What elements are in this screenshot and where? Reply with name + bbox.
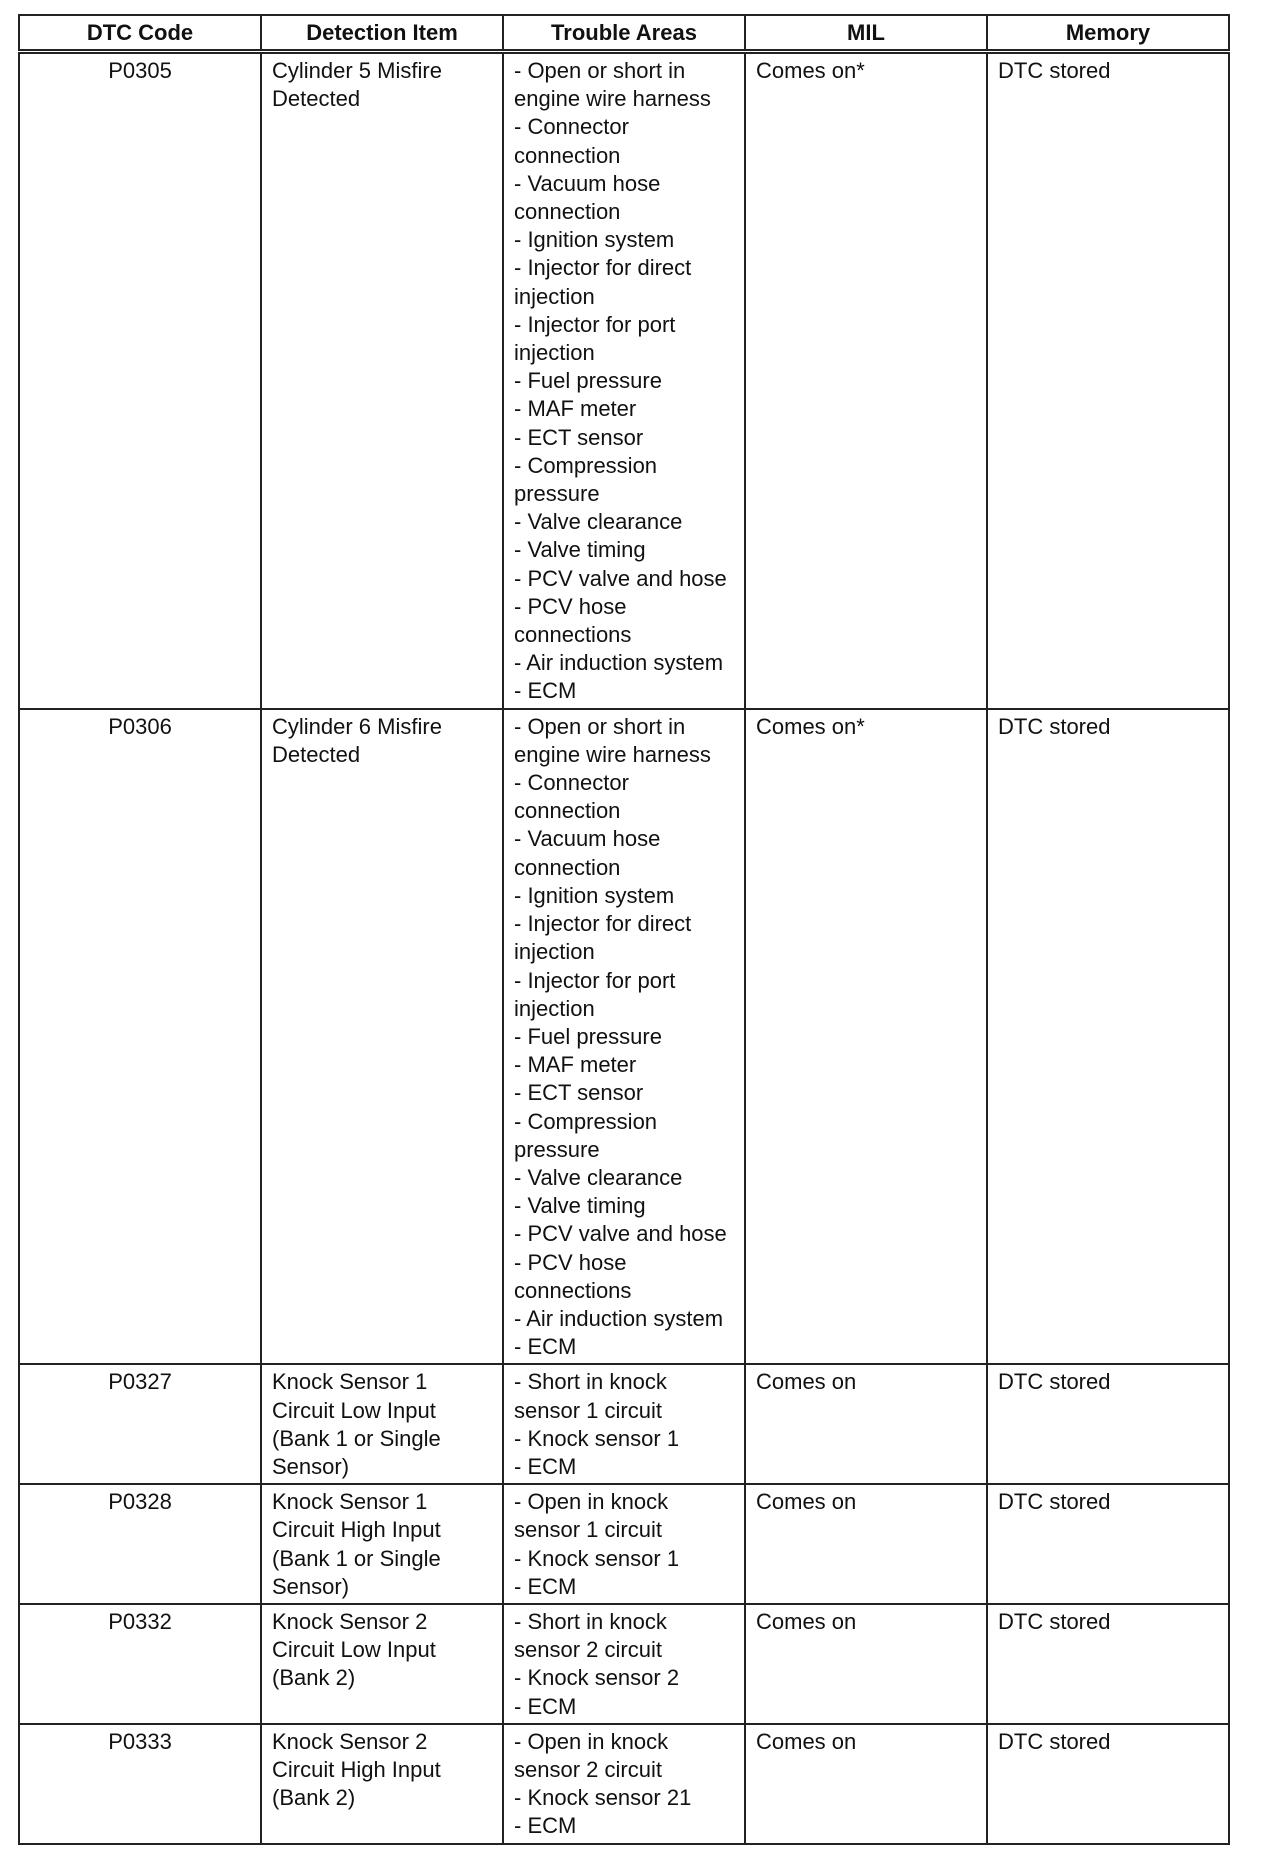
trouble-area-line: - Valve clearance <box>514 1164 683 1190</box>
detection-item-line: Knock Sensor 2 <box>272 1728 428 1754</box>
trouble-areas-cell <box>503 52 745 709</box>
trouble-area-line: - Short in knock <box>514 1369 667 1395</box>
trouble-area-line: - ECM <box>514 1334 577 1360</box>
detection-item-cell <box>261 1364 503 1484</box>
memory-cell: DTC stored <box>987 52 1229 709</box>
trouble-area-line: - Air induction system <box>514 1305 724 1331</box>
trouble-area-line: - Injector for port <box>514 311 676 337</box>
table-row <box>19 52 1229 709</box>
trouble-area-line: connection <box>514 798 621 824</box>
dtc-code-cell: P0333 <box>19 1724 261 1844</box>
trouble-areas-cell <box>503 1484 745 1604</box>
detection-item-cell <box>261 1604 503 1724</box>
memory-cell: DTC stored <box>987 1604 1229 1724</box>
trouble-area-line: - Open in knock <box>514 1489 669 1515</box>
detection-item-line: Circuit High Input <box>272 1517 441 1543</box>
trouble-area-line: - MAF meter <box>514 1052 637 1078</box>
detection-item-line: Cylinder 6 Misfire <box>272 713 442 739</box>
detection-item-cell <box>261 1484 503 1604</box>
trouble-area-line: - Air induction system <box>514 650 724 676</box>
trouble-area-line: pressure <box>514 481 600 507</box>
trouble-area-line: - Open or short in <box>514 58 686 83</box>
memory-cell: DTC stored <box>987 1484 1229 1604</box>
trouble-area-line: - Valve clearance <box>514 509 683 535</box>
trouble-area-line: sensor 1 circuit <box>514 1517 662 1543</box>
mil-cell: Comes on <box>745 1484 987 1604</box>
trouble-area-line: connections <box>514 1277 632 1303</box>
detection-item-line: Cylinder 5 Misfire <box>272 58 442 83</box>
column-header-trouble-areas: Trouble Areas <box>503 15 745 52</box>
trouble-area-line: - ECT sensor <box>514 424 644 450</box>
detection-item-line: Circuit Low Input <box>272 1637 436 1663</box>
trouble-area-line: - Knock sensor 21 <box>514 1785 692 1811</box>
detection-item-line: (Bank 2) <box>272 1785 356 1811</box>
trouble-areas-cell <box>503 1604 745 1724</box>
column-header-memory: Memory <box>987 15 1229 52</box>
trouble-area-line: sensor 1 circuit <box>514 1397 662 1423</box>
trouble-areas-cell <box>503 1364 745 1484</box>
trouble-area-line: - ECT sensor <box>514 1080 644 1106</box>
trouble-area-line: connection <box>514 142 621 168</box>
trouble-area-line: - PCV valve and hose <box>514 1221 727 1247</box>
detection-item-line: Circuit High Input <box>272 1756 441 1782</box>
trouble-area-line: - ECM <box>514 678 577 704</box>
trouble-area-line: injection <box>514 939 595 965</box>
trouble-area-line: connection <box>514 199 621 225</box>
dtc-table <box>18 14 1230 1845</box>
trouble-areas-cell <box>503 1724 745 1844</box>
mil-cell: Comes on* <box>745 709 987 1365</box>
trouble-area-line: connection <box>514 854 621 880</box>
detection-item-line: (Bank 2) <box>272 1665 356 1691</box>
detection-item-line: Detected <box>272 86 361 112</box>
trouble-area-line: engine wire harness <box>514 741 711 767</box>
trouble-area-line: - Connector <box>514 114 629 140</box>
trouble-area-line: - Vacuum hose <box>514 826 661 852</box>
trouble-area-line: injection <box>514 995 595 1021</box>
table-row <box>19 1484 1229 1604</box>
trouble-area-line: - Injector for port <box>514 967 676 993</box>
detection-item-line: Knock Sensor 1 <box>272 1489 428 1515</box>
detection-item-line: (Bank 1 or Single <box>272 1545 441 1571</box>
table-row <box>19 1724 1229 1844</box>
mil-cell: Comes on <box>745 1364 987 1484</box>
table-row <box>19 709 1229 1365</box>
detection-item-cell <box>261 52 503 709</box>
trouble-areas-cell <box>503 709 745 1365</box>
memory-cell: DTC stored <box>987 1364 1229 1484</box>
trouble-area-line: - Compression <box>514 1108 658 1134</box>
document-page <box>18 14 1228 1845</box>
detection-item-cell <box>261 1724 503 1844</box>
trouble-area-line: - Ignition system <box>514 882 675 908</box>
detection-item-line: (Bank 1 or Single <box>272 1425 441 1451</box>
trouble-area-line: engine wire harness <box>514 86 711 112</box>
column-header-dtc-code: DTC Code <box>19 15 261 52</box>
trouble-area-line: pressure <box>514 1136 600 1162</box>
mil-cell: Comes on <box>745 1724 987 1844</box>
column-header-detection-item: Detection Item <box>261 15 503 52</box>
memory-cell: DTC stored <box>987 1724 1229 1844</box>
mil-cell: Comes on <box>745 1604 987 1724</box>
trouble-area-line: - Open in knock <box>514 1728 669 1754</box>
trouble-area-line: - Ignition system <box>514 227 675 253</box>
dtc-code-cell: P0332 <box>19 1604 261 1724</box>
trouble-area-line: - Injector for direct <box>514 911 692 937</box>
dtc-code-cell: P0328 <box>19 1484 261 1604</box>
trouble-area-line: injection <box>514 283 595 309</box>
trouble-area-line: - Fuel pressure <box>514 1023 662 1049</box>
trouble-area-line: - Connector <box>514 770 629 796</box>
trouble-area-line: - ECM <box>514 1453 577 1479</box>
trouble-area-line: - Compression <box>514 452 658 478</box>
trouble-area-line: sensor 2 circuit <box>514 1637 662 1663</box>
dtc-code-cell: P0306 <box>19 709 261 1365</box>
trouble-area-line: - ECM <box>514 1813 577 1839</box>
trouble-area-line: - PCV hose <box>514 1249 627 1275</box>
mil-cell: Comes on* <box>745 52 987 709</box>
trouble-area-line: - Knock sensor 1 <box>514 1425 680 1451</box>
trouble-area-line: - Valve timing <box>514 1193 646 1219</box>
column-header-mil: MIL <box>745 15 987 52</box>
trouble-area-line: - ECM <box>514 1693 577 1719</box>
table-header-row <box>19 15 1229 52</box>
detection-item-cell <box>261 709 503 1365</box>
trouble-area-line: - PCV hose <box>514 593 627 619</box>
trouble-area-line: - MAF meter <box>514 396 637 422</box>
trouble-area-line: - PCV valve and hose <box>514 565 727 591</box>
dtc-code-cell: P0327 <box>19 1364 261 1484</box>
trouble-area-line: - Valve timing <box>514 537 646 563</box>
trouble-area-line: - Injector for direct <box>514 255 692 281</box>
trouble-area-line: sensor 2 circuit <box>514 1756 662 1782</box>
memory-cell: DTC stored <box>987 709 1229 1365</box>
detection-item-line: Sensor) <box>272 1453 350 1479</box>
table-row <box>19 1604 1229 1724</box>
trouble-area-line: connections <box>514 622 632 648</box>
trouble-area-line: - Knock sensor 2 <box>514 1665 680 1691</box>
trouble-area-line: - Short in knock <box>514 1608 667 1634</box>
detection-item-line: Knock Sensor 1 <box>272 1369 428 1395</box>
detection-item-line: Knock Sensor 2 <box>272 1608 428 1634</box>
table-row <box>19 1364 1229 1484</box>
trouble-area-line: - Fuel pressure <box>514 368 662 394</box>
trouble-area-line: - Open or short in <box>514 713 686 739</box>
trouble-area-line: - Knock sensor 1 <box>514 1545 680 1571</box>
detection-item-line: Circuit Low Input <box>272 1397 436 1423</box>
dtc-code-cell: P0305 <box>19 52 261 709</box>
trouble-area-line: - Vacuum hose <box>514 170 661 196</box>
detection-item-line: Detected <box>272 741 361 767</box>
trouble-area-line: injection <box>514 340 595 366</box>
table-body <box>19 52 1229 1844</box>
trouble-area-line: - ECM <box>514 1573 577 1599</box>
detection-item-line: Sensor) <box>272 1573 350 1599</box>
